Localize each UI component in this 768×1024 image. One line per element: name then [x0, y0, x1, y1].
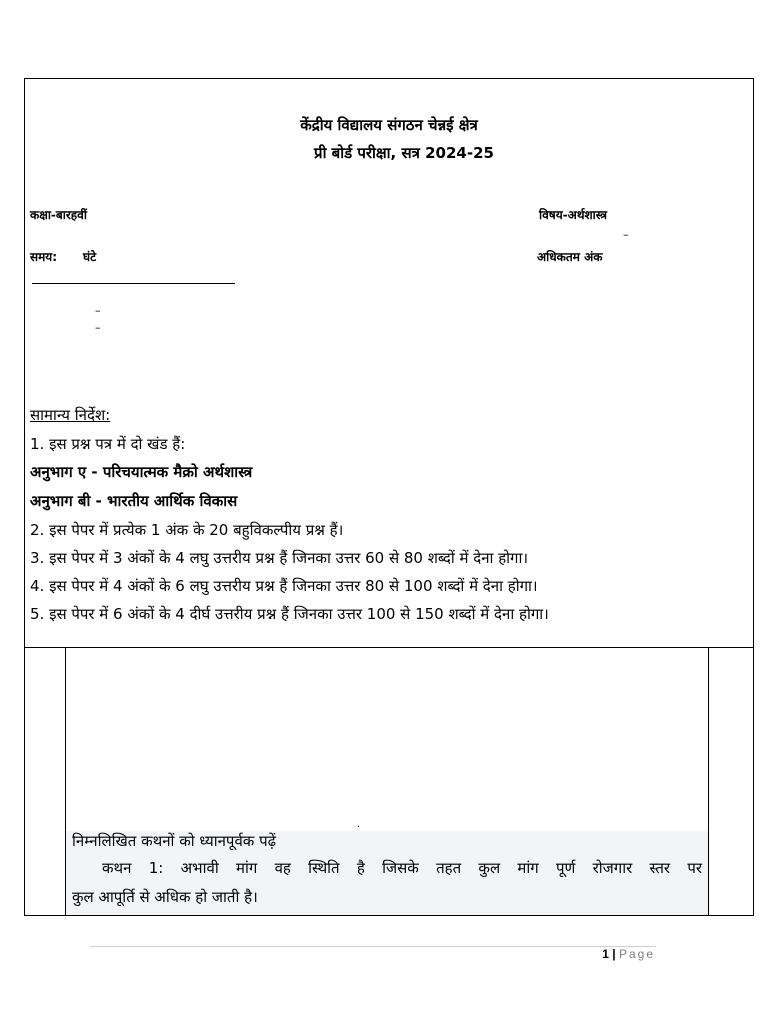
instruction-line: 2. इस पेपर में प्रत्येक 1 अंक के 20 बहुविकल्पीय प्रश्न हैं। [30, 521, 344, 539]
table-column-divider [708, 648, 709, 916]
page-label: Page [618, 947, 655, 961]
stray-dot: . [357, 819, 361, 830]
time-label: समय: [30, 250, 58, 264]
instruction-line: 1. इस प्रश्न पत्र में दो खंड हैं: [30, 435, 186, 453]
footer-separator: | [612, 947, 616, 961]
subject-label: विषय-अर्थशास्त्र [539, 208, 608, 222]
header-section [25, 79, 753, 648]
instruction-line: 3. इस पेपर में 3 अंकों के 4 लघु उत्तरीय प्रश्न हैं जिनका उत्तर 60 से 80 शब्दों में देना होगा। [30, 549, 529, 567]
max-marks-label: अधिकतम अंक [537, 250, 603, 264]
org-title: केंद्रीय विद्यालय संगठन चेन्नई क्षेत्र [300, 116, 478, 134]
page-number: 1 [602, 947, 609, 961]
instruction-line: 5. इस पेपर में 6 अंकों के 4 दीर्घ उत्तरीय प्रश्न हैं जिनका उत्तर 100 से 150 शब्दों में देना होगा। [30, 605, 549, 623]
statement-line: कथन 1: अभावी मांग वह स्थिति है जिसके तहत कुल मांग पूर्ण रोजगार स्तर पर [102, 859, 702, 877]
exam-sheet [24, 78, 754, 916]
dash-mark: – [95, 321, 101, 334]
instruction-line: 4. इस पेपर में 4 अंकों के 6 लघु उत्तरीय प्रश्न हैं जिनका उत्तर 80 से 100 शब्दों में देना होगा। [30, 577, 538, 595]
exam-title: प्री बोर्ड परीक्षा, सत्र 2024-25 [314, 144, 494, 162]
instructions-title: सामान्य निर्देश: [30, 406, 111, 424]
dash-mark: – [95, 304, 101, 317]
time-unit: घंटे [83, 250, 97, 264]
header-rule [32, 283, 235, 284]
statement-line: कुल आपूर्ति से अधिक हो जाती है। [72, 888, 258, 906]
instruction-line: अनुभाग बी - भारतीय आर्थिक विकास [30, 492, 238, 510]
instruction-line: अनुभाग ए - परिचयात्मक मैक्रो अर्थशास्त्र [30, 463, 253, 481]
subject-dash: – [623, 228, 629, 241]
page-footer [560, 947, 655, 961]
passage-intro: निम्नलिखित कथनों को ध्यानपूर्वक पढ़ें [72, 832, 277, 850]
class-label: कक्षा-बारहवीं [30, 208, 87, 222]
question-passage [66, 831, 708, 915]
